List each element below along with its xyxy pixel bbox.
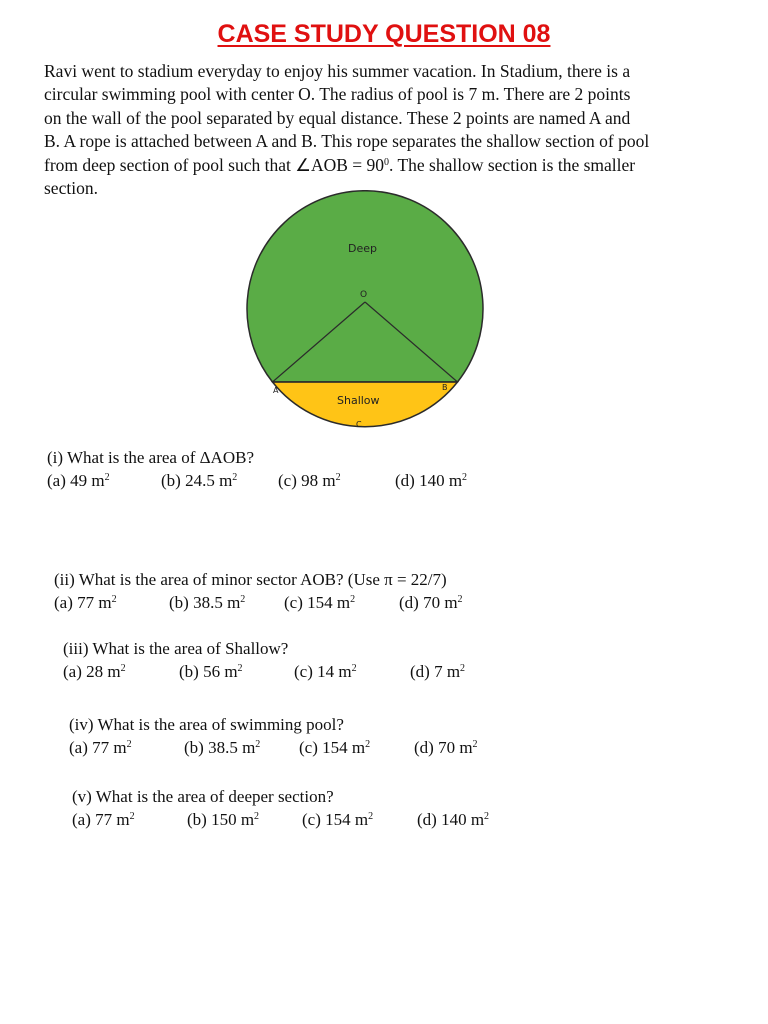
option-a: (a) 77 $m^2$: [54, 593, 117, 612]
option-a: (a) 28 $m^2$: [63, 662, 126, 681]
question-text: (i) What is the area of ΔAOB?: [47, 448, 254, 467]
question-2: [54, 568, 463, 614]
question-3: [63, 637, 466, 683]
question-text: (iv) What is the area of swimming pool?: [69, 715, 344, 734]
option-c: (c) 98 $m^2$: [278, 471, 341, 490]
option-b: (b) 38.5 $m^2$: [169, 593, 246, 612]
options-row: [72, 808, 490, 831]
intro-line: Ravi went to stadium everyday to enjoy his summer vacation. In Stadium, there is a: [44, 61, 631, 81]
intro-line: circular swimming pool with center O. The radius of pool is 7 m. There are 2 points: [44, 84, 631, 105]
option-d: (d) 140 $m^2$: [417, 810, 490, 829]
point-b-label: B: [442, 383, 448, 392]
center-label: O: [360, 290, 368, 300]
option-a: (a) 77 $m^2$: [72, 810, 135, 829]
intro-line: section.: [44, 178, 98, 199]
page-title: CASE STUDY QUESTION 08: [217, 20, 551, 48]
deep-section: [247, 191, 483, 382]
intro-paragraph: [44, 60, 708, 200]
question-1: [47, 446, 468, 492]
option-c: (c) 154 $m^2$: [284, 593, 356, 612]
options-row: [63, 660, 466, 683]
intro-line: B. A rope is attached between A and B. This rope separates the shallow section of pool: [44, 131, 650, 152]
question-5: [72, 785, 490, 831]
pool-diagram: [240, 190, 510, 440]
question-text: (iii) What is the area of Shallow?: [63, 639, 289, 658]
option-b: (b) 56 $m^2$: [179, 662, 243, 681]
point-a-label: A: [273, 386, 279, 395]
shallow-label: Shallow: [337, 394, 380, 407]
question-4: [69, 713, 478, 759]
intro-line: on the wall of the pool separated by equal distance. These 2 points are named A and: [44, 107, 631, 128]
option-a: (a) 77 $m^2$: [69, 738, 132, 757]
intro-line: from deep section of pool such that ∠AOB = $90^0$. The shallow section is the smaller: [44, 154, 636, 175]
option-d: (d) 70 $m^2$: [399, 593, 463, 612]
options-row: [47, 469, 468, 492]
option-d: (d) 7 $m^2$: [410, 662, 466, 681]
question-text: (ii) What is the area of minor sector AOB? (Use π = 22/7): [54, 570, 447, 589]
option-c: (c) 154 $m^2$: [302, 810, 374, 829]
option-a: (a) 49 $m^2$: [47, 471, 110, 490]
options-row: [54, 591, 463, 614]
option-d: (d) 70 $m^2$: [414, 738, 478, 757]
question-text: (v) What is the area of deeper section?: [72, 787, 334, 806]
option-b: (b) 38.5 $m^2$: [184, 738, 261, 757]
option-d: (d) 140 $m^2$: [395, 471, 468, 490]
option-b: (b) 150 $m^2$: [187, 810, 260, 829]
options-row: [69, 736, 478, 759]
option-c: (c) 14 $m^2$: [294, 662, 357, 681]
deep-label: Deep: [348, 242, 377, 255]
option-b: (b) 24.5 $m^2$: [161, 471, 238, 490]
option-c: (c) 154 $m^2$: [299, 738, 371, 757]
point-c-label: C: [356, 420, 362, 429]
